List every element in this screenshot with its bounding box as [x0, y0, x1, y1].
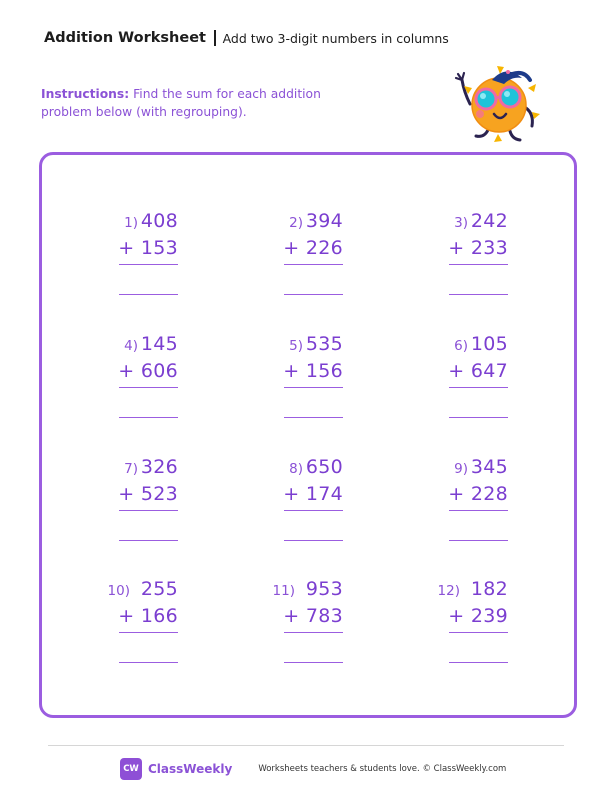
worksheet-header — [44, 28, 449, 48]
problem-9 — [438, 451, 518, 561]
brand-name: ClassWeekly — [148, 762, 233, 776]
addend-bottom: + 153 — [118, 237, 178, 259]
sum-rule — [284, 387, 343, 388]
answer-line[interactable] — [119, 662, 178, 663]
answer-line[interactable] — [119, 417, 178, 418]
problem-number: 4) — [124, 338, 138, 354]
addend-top: 345 — [470, 456, 508, 478]
answer-line[interactable] — [284, 294, 343, 295]
problem-number: 8) — [289, 461, 303, 477]
problem-number: 2) — [289, 215, 303, 231]
answer-line[interactable] — [284, 540, 343, 541]
problem-4 — [108, 328, 188, 438]
addend-bottom: + 166 — [118, 605, 178, 627]
addend-top: 394 — [305, 210, 343, 232]
instructions-text: Find the sum for each addition problem below (with regrouping). — [41, 87, 321, 119]
problem-number: 3) — [454, 215, 468, 231]
problem-12 — [438, 573, 518, 683]
addend-top: 255 — [140, 578, 178, 600]
addend-bottom: + 226 — [283, 237, 343, 259]
addend-top: 242 — [470, 210, 508, 232]
instructions — [41, 85, 341, 121]
answer-line[interactable] — [284, 417, 343, 418]
answer-line[interactable] — [449, 417, 508, 418]
problem-6 — [438, 328, 518, 438]
answer-line[interactable] — [119, 540, 178, 541]
sun-mascot-icon — [448, 52, 548, 144]
addend-top: 953 — [305, 578, 343, 600]
problem-8 — [273, 451, 353, 561]
answer-line[interactable] — [449, 662, 508, 663]
classweekly-logo-icon: CW — [120, 758, 142, 780]
worksheet-subtitle: Add two 3-digit numbers in columns — [222, 30, 449, 46]
sum-rule — [284, 510, 343, 511]
title-separator — [214, 30, 216, 46]
addend-top: 650 — [305, 456, 343, 478]
problem-1 — [108, 205, 188, 315]
sum-rule — [119, 510, 178, 511]
problem-7 — [108, 451, 188, 561]
addend-top: 145 — [140, 333, 178, 355]
addend-bottom: + 174 — [283, 483, 343, 505]
addend-bottom: + 228 — [448, 483, 508, 505]
instructions-label: Instructions: — [41, 87, 130, 101]
answer-line[interactable] — [449, 294, 508, 295]
problem-11 — [273, 573, 353, 683]
problem-10 — [108, 573, 188, 683]
addend-top: 326 — [140, 456, 178, 478]
addend-top: 535 — [305, 333, 343, 355]
sum-rule — [449, 387, 508, 388]
footer — [120, 758, 506, 780]
problem-3 — [438, 205, 518, 315]
problem-number: 1) — [124, 215, 138, 231]
problem-number: 7) — [124, 461, 138, 477]
problem-number: 10) — [107, 583, 130, 599]
addend-bottom: + 783 — [283, 605, 343, 627]
sum-rule — [449, 264, 508, 265]
sum-rule — [284, 632, 343, 633]
worksheet-title: Addition Worksheet — [44, 30, 206, 46]
problem-2 — [273, 205, 353, 315]
addend-top: 105 — [470, 333, 508, 355]
sum-rule — [119, 387, 178, 388]
addend-bottom: + 523 — [118, 483, 178, 505]
sum-rule — [449, 510, 508, 511]
sum-rule — [284, 264, 343, 265]
sum-rule — [119, 264, 178, 265]
problem-5 — [273, 328, 353, 438]
problem-number: 12) — [437, 583, 460, 599]
answer-line[interactable] — [449, 540, 508, 541]
addend-bottom: + 647 — [448, 360, 508, 382]
answer-line[interactable] — [284, 662, 343, 663]
sum-rule — [449, 632, 508, 633]
answer-line[interactable] — [119, 294, 178, 295]
sum-rule — [119, 632, 178, 633]
addend-bottom: + 239 — [448, 605, 508, 627]
addend-bottom: + 156 — [283, 360, 343, 382]
footer-tagline: Worksheets teachers & students love. © ClassWeekly.com — [258, 764, 507, 774]
addend-top: 408 — [140, 210, 178, 232]
addend-bottom: + 233 — [448, 237, 508, 259]
problem-number: 6) — [454, 338, 468, 354]
addend-top: 182 — [470, 578, 508, 600]
problem-number: 11) — [272, 583, 295, 599]
problem-number: 5) — [289, 338, 303, 354]
addend-bottom: + 606 — [118, 360, 178, 382]
footer-divider — [48, 745, 564, 746]
problem-number: 9) — [454, 461, 468, 477]
